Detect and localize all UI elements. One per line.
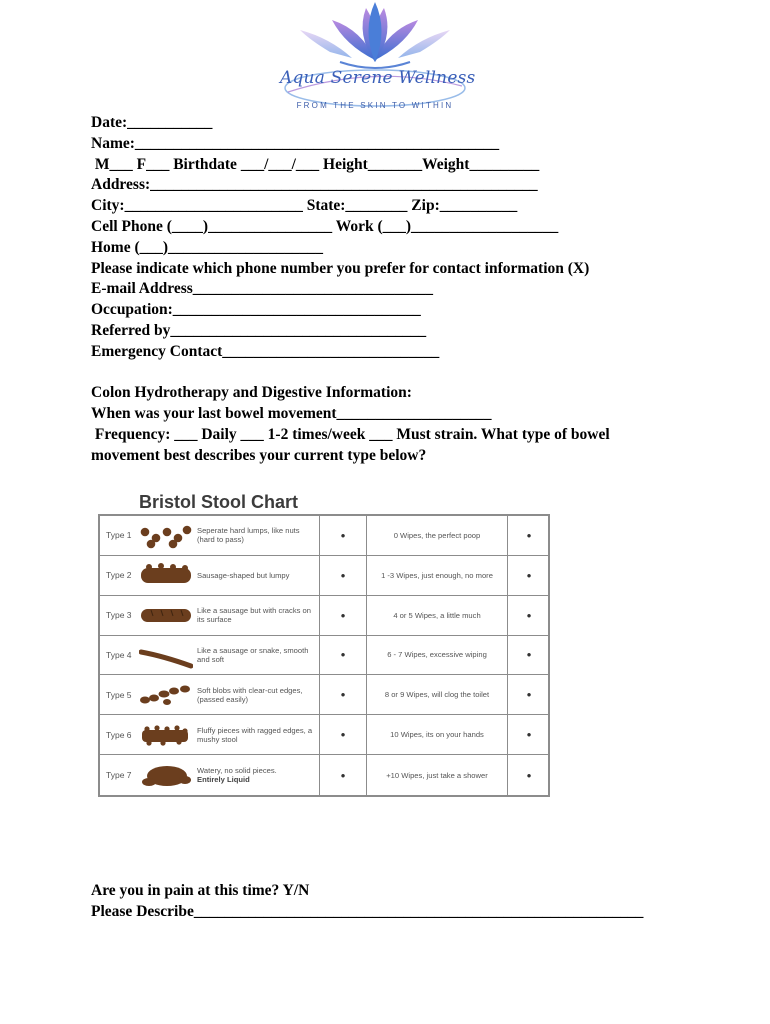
stool-type-6-icon [139, 720, 193, 750]
chart-wipes-description: 0 Wipes, the perfect poop [367, 516, 508, 556]
chart-description-text: Like a sausage but with cracks on its surface [197, 606, 311, 625]
spacer [91, 363, 731, 384]
chart-wipes-bullet[interactable]: • [526, 767, 532, 783]
chart-select-bullet[interactable]: • [320, 636, 367, 676]
chart-select-bullet[interactable]: • [320, 755, 367, 795]
chart-select-bullet[interactable]: • [320, 715, 367, 755]
chart-stool-image [138, 755, 194, 795]
chart-type-label: Type 7 [106, 770, 132, 781]
pain-section [91, 881, 731, 923]
chart-stool-image [138, 675, 194, 715]
stool-type-3-icon [139, 600, 193, 630]
chart-wipes-description: 10 Wipes, its on your hands [367, 715, 508, 755]
chart-wipes-description: 8 or 9 Wipes, will clog the toilet [367, 675, 508, 715]
chart-wipes-description: 6 - 7 Wipes, excessive wiping [367, 636, 508, 676]
gender-birthdate-height-weight-field[interactable]: M___ F___ Birthdate ___/___/___ Height_______Weight_________ [91, 155, 540, 173]
chart-description [194, 516, 320, 556]
chart-type-label: Type 5 [100, 675, 138, 715]
logo-name: Aqua Serene Wellness [280, 68, 476, 88]
chart-stool-image [138, 715, 194, 755]
home-phone-field[interactable]: Home (___)____________________ [91, 238, 324, 256]
patient-form [91, 113, 731, 467]
chart-description [194, 596, 320, 636]
chart-wipes-bullet[interactable]: • [508, 556, 550, 596]
chart-description-text: Like a sausage or snake, smooth and soft [197, 645, 309, 664]
stool-type-question: movement best describes your current type below? [91, 446, 427, 464]
chart-description [194, 556, 320, 596]
chart-type-label: Type 1 [100, 516, 138, 556]
chart-description-text: Soft blobs with clear-cut edges, (passed easily) [197, 685, 303, 704]
preferred-phone-instruction: Please indicate which phone number you prefer for contact information (X) [91, 259, 590, 277]
chart-wipes-description: 4 or 5 Wipes, a little much [367, 596, 508, 636]
occupation-field[interactable]: Occupation:________________________________ [91, 301, 421, 319]
chart-type-label: Type 2 [100, 556, 138, 596]
logo [270, 0, 480, 118]
stool-type-5-icon [139, 680, 193, 710]
chart-description-strong: Entirely Liquid [197, 775, 250, 785]
chart-wipes-bullet[interactable]: • [508, 596, 550, 636]
chart-type-label: Type 3 [100, 596, 138, 636]
chart-wipes-description: +10 Wipes, just take a shower [367, 755, 508, 795]
chart-description [194, 675, 320, 715]
stool-type-7-icon [139, 760, 193, 790]
chart-stool-image [138, 596, 194, 636]
chart-wipes-bullet[interactable]: • [508, 675, 550, 715]
chart-description [194, 755, 320, 795]
city-state-zip-field[interactable]: City:_______________________ State:________ Zip:__________ [91, 197, 518, 215]
chart-description [194, 715, 320, 755]
email-field[interactable]: E-mail Address_______________________________ [91, 280, 434, 298]
pain-question-field[interactable]: Are you in pain at this time? Y/N [91, 882, 310, 899]
chart-type-label: Type 6 [100, 715, 138, 755]
frequency-field[interactable]: Frequency: ___ Daily ___ 1-2 times/week ___ Must strain. What type of bowel [91, 425, 610, 443]
stool-type-2-icon [139, 560, 193, 590]
emergency-contact-field[interactable]: Emergency Contact____________________________ [91, 342, 440, 360]
section-heading: Colon Hydrotherapy and Digestive Information: [91, 384, 412, 402]
logo-tagline: FROM THE SKIN TO WITHIN [296, 101, 454, 110]
chart-select-bullet[interactable]: • [320, 516, 367, 556]
chart-stool-image [138, 516, 194, 556]
referred-by-field[interactable]: Referred by_________________________________ [91, 321, 427, 339]
chart-wipes-bullet[interactable]: • [508, 516, 550, 556]
address-field[interactable]: Address:__________________________________________________ [91, 176, 538, 194]
chart-description-text: Seperate hard lumps, like nuts (hard to pass) [197, 526, 300, 545]
pain-describe-field[interactable]: Please Describe__________________________________________________________ [91, 902, 644, 920]
chart-select-bullet[interactable]: • [320, 556, 367, 596]
chart-description-text: Fluffy pieces with ragged edges, a mushy stool [197, 725, 313, 744]
last-bowel-movement-field[interactable]: When was your last bowel movement____________________ [91, 405, 492, 423]
chart-description [194, 636, 320, 676]
chart-stool-image [138, 556, 194, 596]
chart-title: Bristol Stool Chart [139, 492, 299, 512]
chart-wipes-bullet[interactable]: • [508, 715, 550, 755]
chart-type-label: Type 4 [100, 636, 138, 676]
chart-wipes-bullet[interactable]: • [508, 636, 550, 676]
chart-wipes-description: 1 -3 Wipes, just enough, no more [367, 556, 508, 596]
chart-description-text: Sausage-shaped but lumpy [197, 570, 290, 580]
name-field[interactable]: Name:_______________________________________________ [91, 134, 500, 152]
stool-type-4-icon [139, 640, 193, 670]
chart-select-bullet[interactable]: • [320, 596, 367, 636]
chart-description-text: Watery, no solid pieces. [197, 766, 277, 776]
chart-select-bullet[interactable]: • [320, 675, 367, 715]
stool-type-1-icon [139, 520, 193, 550]
bristol-stool-chart [98, 514, 550, 797]
cell-work-phone-field[interactable]: Cell Phone (____)________________ Work (___)___________________ [91, 217, 559, 235]
date-field[interactable]: Date:___________ [91, 114, 213, 131]
chart-stool-image [138, 636, 194, 676]
